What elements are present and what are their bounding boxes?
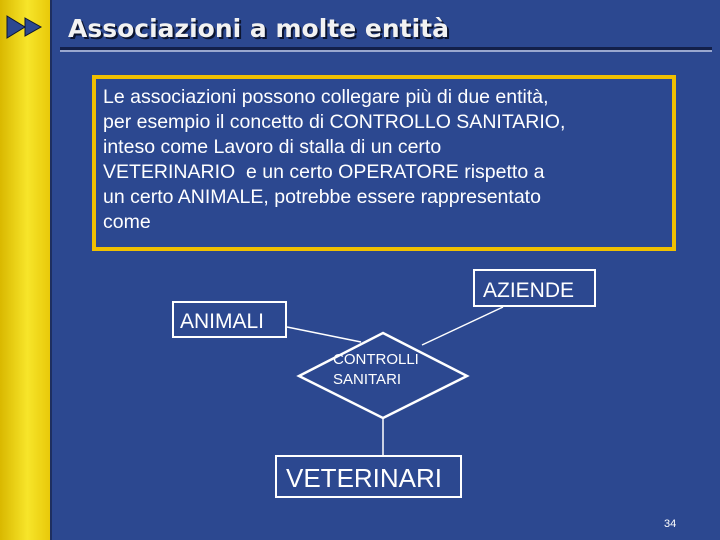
entity-animali: ANIMALI xyxy=(172,301,287,338)
entity-veterinari: VETERINARI xyxy=(275,455,462,498)
link-aziende xyxy=(422,307,503,345)
link-animali xyxy=(287,327,361,342)
entity-aziende: AZIENDE xyxy=(473,269,596,307)
description-line: inteso come Lavoro di stalla di un certo xyxy=(103,136,442,158)
page-number: 34 xyxy=(664,518,677,530)
relationship-label-line: SANITARI xyxy=(333,371,402,388)
page-title: Associazioni a molte entità xyxy=(68,14,449,43)
description-line: per esempio il concetto di CONTROLLO SANITARIO, xyxy=(103,111,566,133)
description-line: VETERINARIO e un certo OPERATORE rispetto a xyxy=(103,161,545,183)
description-line: Le associazioni possono collegare più di due entità, xyxy=(103,86,549,108)
relationship-label-line: CONTROLLI xyxy=(333,351,419,368)
description-line: un certo ANIMALE, potrebbe essere rappresentato xyxy=(103,186,541,208)
relationship-label xyxy=(333,350,419,390)
description-line: come xyxy=(103,211,151,233)
